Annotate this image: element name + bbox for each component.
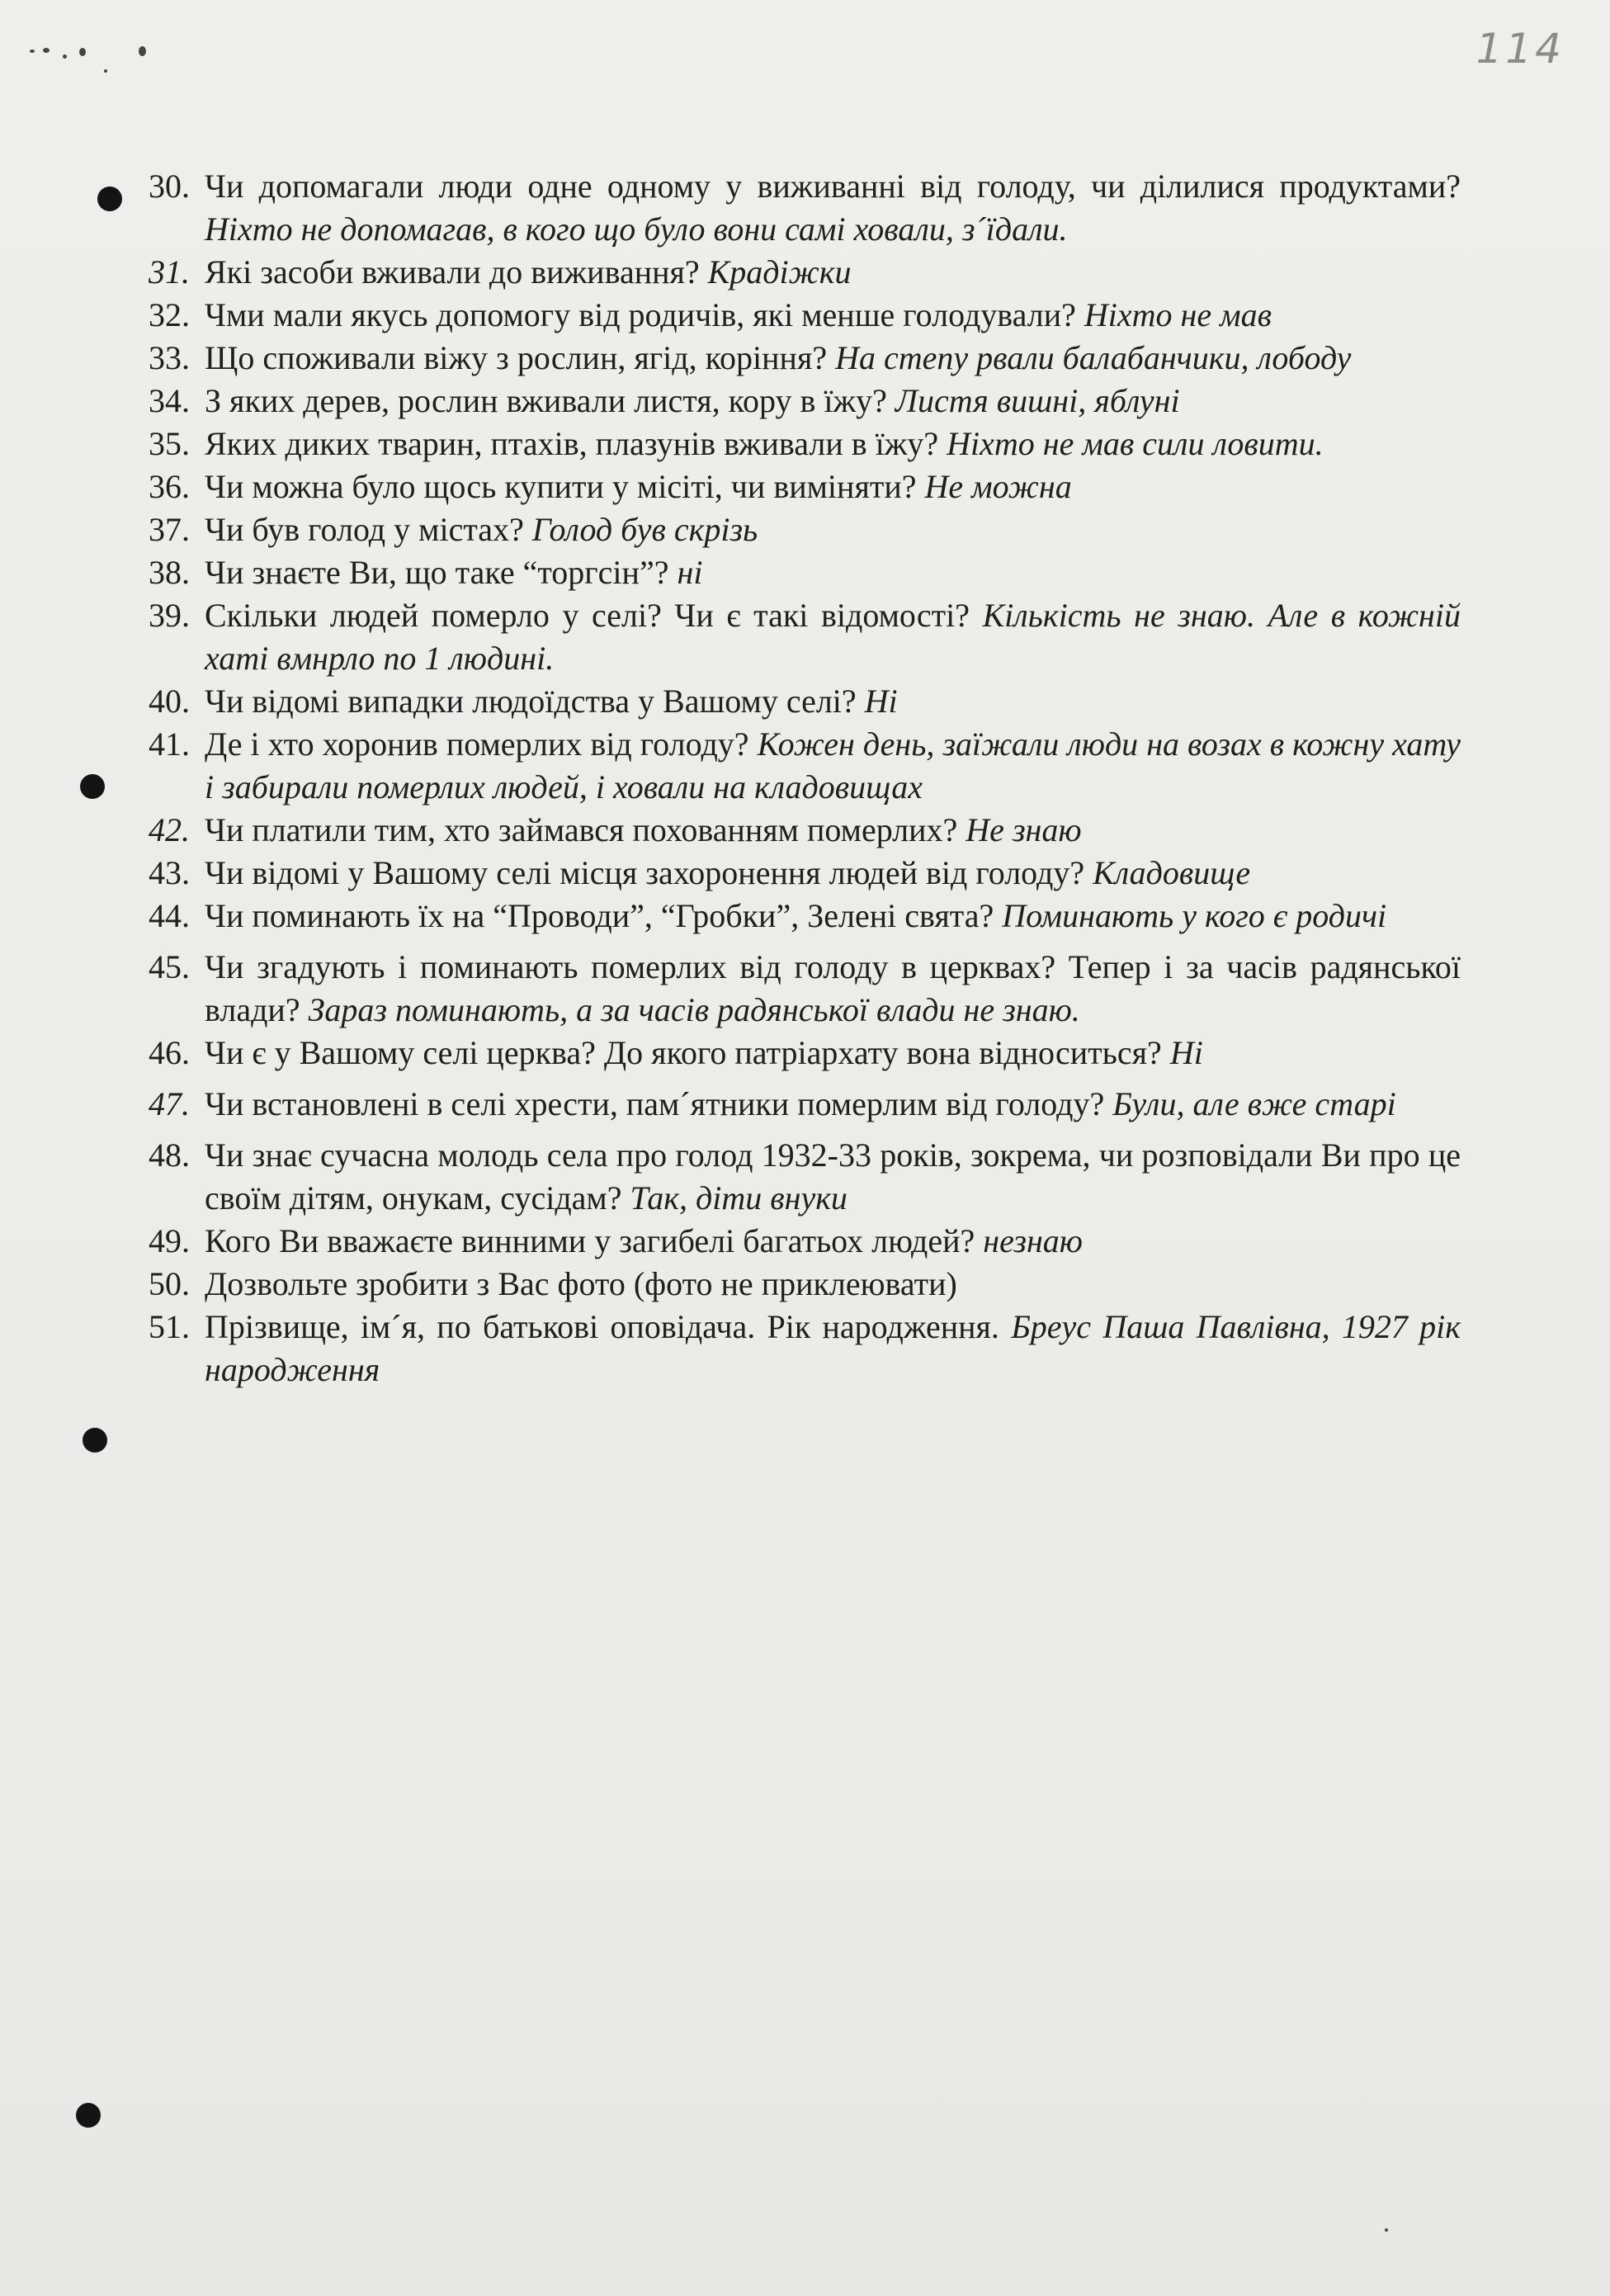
answer-text: Ніхто не мав сили ловити. [947,425,1324,462]
question-item [149,251,1461,294]
questionnaire [149,165,1461,1391]
question-number: 50. [149,1265,190,1302]
question-number: 51. [149,1308,190,1345]
question-item [149,723,1461,809]
question-item [149,1263,1461,1306]
question-number: 37. [149,511,190,548]
question-text: Чи можна було щось купити у місіті, чи виміняти? [205,468,917,505]
question-text: Скільки людей померло у селі? Чи є такі відомості? [205,597,970,634]
punch-hole-top [97,187,122,211]
page-number: 114 [1475,25,1565,73]
question-text: Чми мали якусь допомогу від родичів, які менше голодували? [205,296,1076,333]
question-number: 33. [149,339,190,376]
question-number: 34. [149,382,190,419]
punch-hole-lower [83,1428,107,1453]
question-text: Де і хто хоронив померлих від голоду? [205,725,749,763]
answer-text: Кількість не знаю. Але в кожній хаті вмнрло по 1 людині. [205,597,1461,677]
question-number: 35. [149,425,190,462]
question-number: 40. [149,683,190,720]
answer-text: Не знаю [966,811,1082,848]
question-number: 47. [149,1085,190,1122]
answer-text: Поминають у кого є родичі [1002,897,1387,934]
question-number: 44. [149,897,190,934]
answer-text: Голод був скрізь [531,511,758,548]
ink-speck [1385,2228,1388,2232]
question-text: Чи є у Вашому селі церква? До якого патріархату вона відноситься? [205,1034,1162,1071]
question-number: 31. [149,253,190,291]
answer-text: Ні [1169,1034,1203,1071]
ink-speck [104,69,107,73]
question-item [149,551,1461,594]
question-text: Чи згадують і поминають померлих від голоду в церквах? Тепер і за часів радянської влади? [205,948,1461,1028]
question-text: Чи знаєте Ви, що таке “торгсін”? [205,554,669,591]
question-text: Дозвольте зробити з Вас фото (фото не приклеювати) [205,1265,957,1302]
question-number: 30. [149,168,190,205]
question-item [149,852,1461,895]
question-number: 42. [149,811,190,848]
answer-text: ні [677,554,703,591]
answer-text: Зараз поминають, а за часів радянської влади не знаю. [308,991,1080,1028]
question-number: 46. [149,1034,190,1071]
answer-text: Ніхто не допомагав, в кого що було вони самі ховали, з´їдали. [205,210,1068,248]
question-item [149,294,1461,337]
question-item [149,946,1461,1032]
question-item [149,1220,1461,1263]
question-number: 45. [149,948,190,985]
question-item [149,1306,1461,1391]
answer-text: Кожен день, заїжали люди на возах в кожну хату і забирали померлих людей, і ховали на кладовищах [205,725,1461,805]
answer-text: На степу рвали балабанчики, лободу [835,339,1352,376]
answer-text: незнаю [983,1222,1083,1259]
answer-text: Бреус Паша Павлівна, 1927 рік народження [205,1308,1461,1388]
question-item [149,895,1461,938]
question-item [149,594,1461,680]
question-text: Чи поминають їх на “Проводи”, “Гробки”, Зелені свята? [205,897,994,934]
question-text: Що споживали віжу з рослин, ягід, коріння? [205,339,828,376]
question-number: 43. [149,854,190,891]
question-item [149,337,1461,380]
answer-text: Кладовище [1093,854,1251,891]
question-number: 36. [149,468,190,505]
question-item [149,465,1461,508]
question-number: 49. [149,1222,190,1259]
question-text: Чи був голод у містах? [205,511,524,548]
question-text: Які засоби вживали до виживання? [205,253,700,291]
question-text: З яких дерев, рослин вживали листя, кору в їжу? [205,382,887,419]
question-list [149,165,1461,1391]
question-item [149,508,1461,551]
question-number: 38. [149,554,190,591]
ink-speck [43,48,50,53]
question-item [149,1134,1461,1220]
question-text: Чи відомі у Вашому селі місця захоронення людей від голоду? [205,854,1085,891]
question-text: Кого Ви вважаєте винними у загибелі багатьох людей? [205,1222,975,1259]
question-text: Чи відомі випадки людоїдства у Вашому селі? [205,683,857,720]
question-text: Чи встановлені в селі хрести, пам´ятники померлим від голоду? [205,1085,1105,1122]
punch-hole-bottom [76,2103,101,2128]
question-text: Чи платили тим, хто займався похованням померлих? [205,811,958,848]
answer-text: Так, діти внуки [630,1179,847,1217]
question-number: 39. [149,597,190,634]
answer-text: Були, але вже старі [1112,1085,1396,1122]
ink-speck [30,50,35,53]
question-text: Яких диких тварин, птахів, плазунів вживали в їжу? [205,425,939,462]
punch-hole-middle [80,774,105,799]
question-number: 41. [149,725,190,763]
question-item [149,1032,1461,1075]
ink-speck [139,46,146,56]
ink-speck [79,48,86,56]
answer-text: Крадіжки [707,253,852,291]
question-text: Чи знає сучасна молодь села про голод 1932-33 років, зокрема, чи розповідали Ви про це своїм дітям, онукам, сусідам? [205,1136,1461,1217]
question-item [149,1083,1461,1126]
answer-text: Листя вишні, яблуні [895,382,1180,419]
question-text: Прізвище, ім´я, по батькові оповідача. Рік народження. [205,1308,999,1345]
answer-text: Не можна [924,468,1072,505]
question-item [149,680,1461,723]
question-number: 32. [149,296,190,333]
question-text: Чи допомагали люди одне одному у виживанні від голоду, чи ділилися продуктами? [205,168,1461,205]
question-item [149,809,1461,852]
question-item [149,165,1461,251]
question-number: 48. [149,1136,190,1174]
answer-text: Ні [864,683,898,720]
question-item [149,380,1461,423]
question-item [149,423,1461,465]
ink-speck [63,54,67,59]
answer-text: Ніхто не мав [1084,296,1272,333]
